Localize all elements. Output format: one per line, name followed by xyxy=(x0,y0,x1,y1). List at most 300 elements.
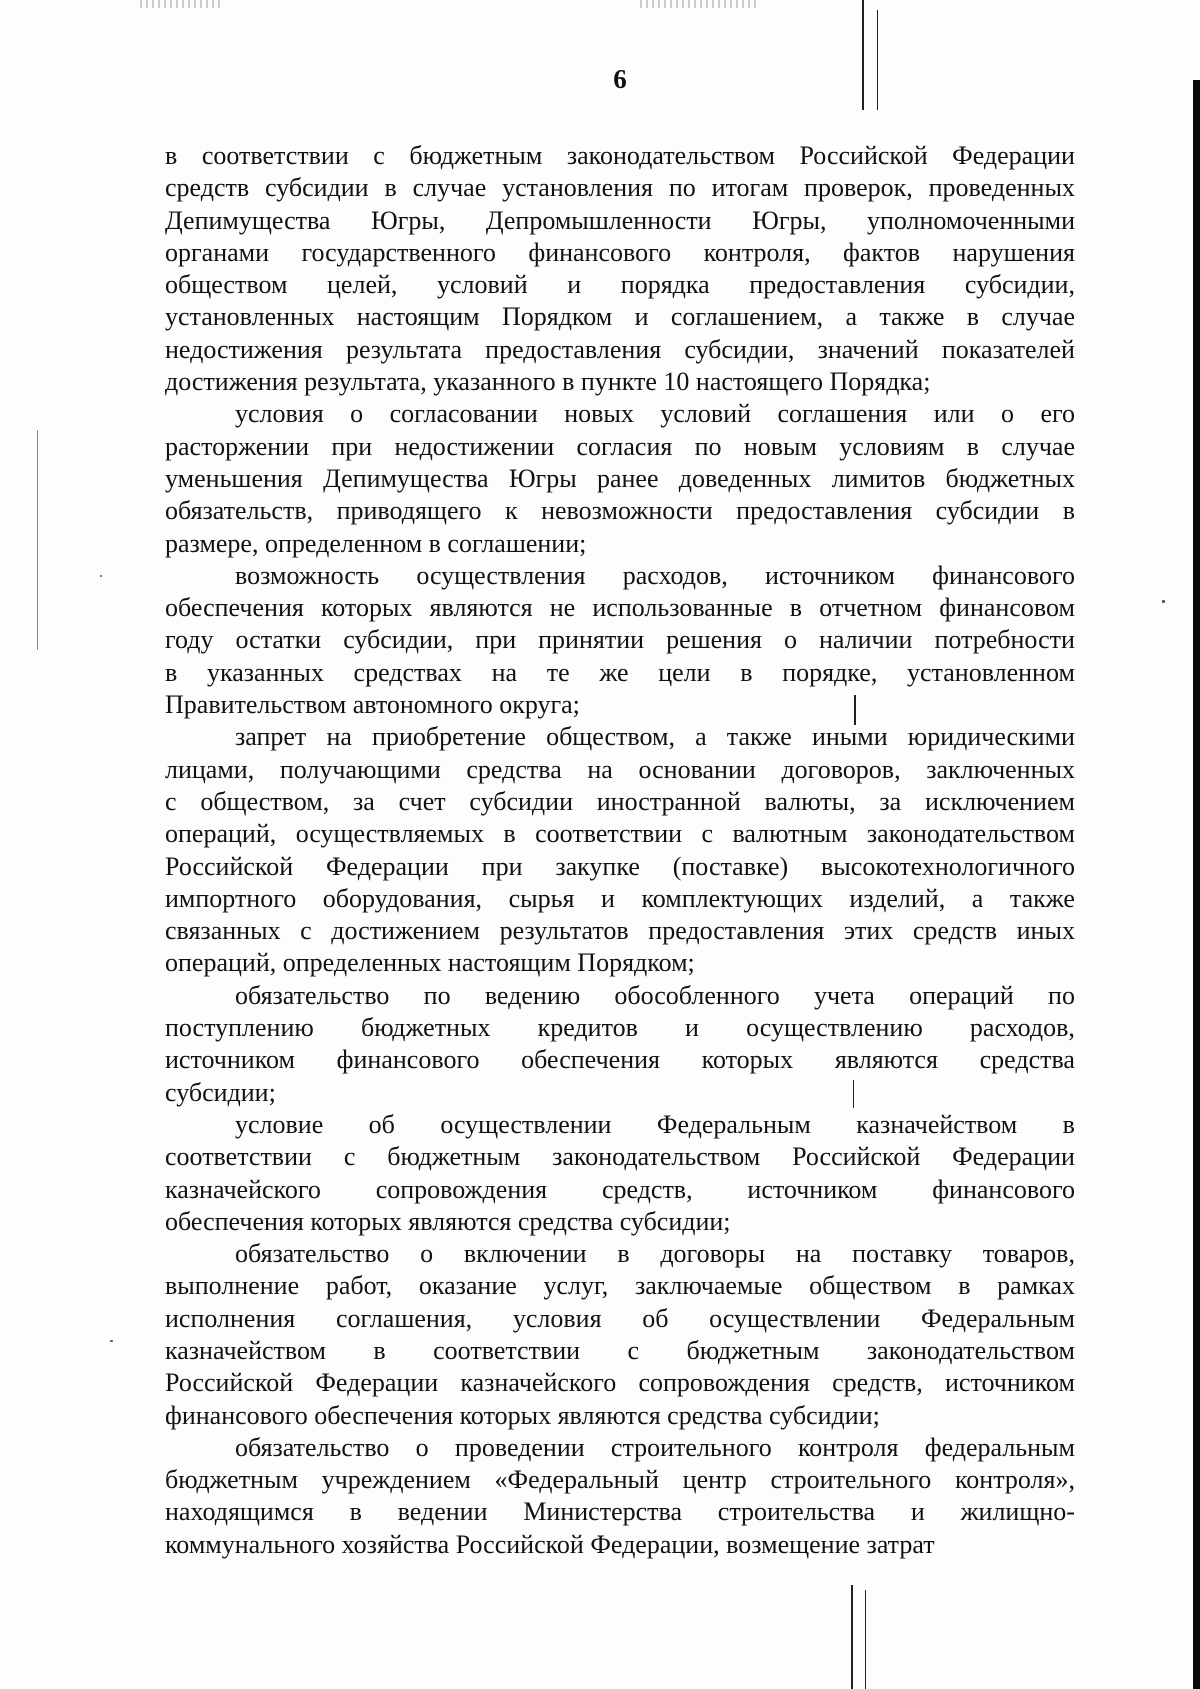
word: государственного xyxy=(301,237,496,267)
word: заключенных xyxy=(926,754,1075,784)
justified-word-row xyxy=(165,205,1075,237)
word: договоры xyxy=(660,1239,766,1269)
word: в xyxy=(958,1271,971,1301)
paragraph-line xyxy=(165,301,1075,333)
word: итогам xyxy=(711,173,789,203)
word: Федеральным xyxy=(656,1109,811,1139)
word: средств xyxy=(165,173,250,203)
word: условия xyxy=(512,1303,602,1333)
word: строительства xyxy=(717,1497,876,1527)
word: иных xyxy=(1016,916,1075,946)
word: соответствии xyxy=(201,141,349,170)
word: невозможности xyxy=(541,496,713,526)
justified-word-row xyxy=(235,560,1075,592)
scan-fold-line-bottom xyxy=(851,1585,853,1689)
paragraph-line xyxy=(165,1303,1075,1335)
paragraph-line xyxy=(165,1044,1075,1076)
paragraph-line xyxy=(165,883,1075,915)
word: бюджетных xyxy=(360,1013,491,1043)
word: новых xyxy=(564,399,634,429)
word: обязательство xyxy=(235,980,390,1010)
justified-word-row xyxy=(235,1432,1075,1464)
word: цели xyxy=(658,657,711,687)
word: источником xyxy=(764,560,895,590)
word: сопровождения xyxy=(375,1174,548,1204)
word: финансового xyxy=(528,237,672,267)
word: финансового xyxy=(932,1174,1075,1204)
word: законодательством xyxy=(866,819,1075,849)
word: средства xyxy=(466,754,562,784)
word: результатов xyxy=(499,916,629,946)
word: учреждением xyxy=(321,1465,471,1495)
word: целей, xyxy=(327,270,398,300)
word: новым xyxy=(743,431,817,461)
word: же xyxy=(599,657,629,687)
word: запрет xyxy=(235,722,307,752)
word: субсидии, xyxy=(684,334,795,364)
word: в xyxy=(349,1497,362,1527)
word: в xyxy=(740,657,753,687)
justified-word-row xyxy=(235,398,1075,430)
word: «Федеральный xyxy=(494,1465,659,1495)
word: осуществлении xyxy=(709,1303,881,1333)
word: осуществляемых xyxy=(295,819,484,849)
word: в xyxy=(165,141,178,170)
word: законодательством xyxy=(552,1142,761,1172)
word: уполномоченными xyxy=(866,205,1075,235)
paragraph-line xyxy=(165,1367,1075,1399)
scan-speck xyxy=(100,575,102,577)
word: Федерации xyxy=(315,1368,439,1398)
justified-word-row xyxy=(165,301,1075,333)
word: осуществлению xyxy=(746,1013,923,1043)
justified-word-row xyxy=(165,495,1075,527)
word: источником xyxy=(747,1174,878,1204)
justified-word-row xyxy=(165,172,1075,204)
word: федеральным xyxy=(924,1432,1075,1462)
word: проведенных xyxy=(928,173,1075,203)
word: результата xyxy=(345,334,462,364)
word: при xyxy=(481,851,523,881)
word: средств, xyxy=(832,1368,923,1398)
paragraph-line: операций, определенных настоящим Порядком; xyxy=(165,948,695,978)
paragraph-line xyxy=(165,1270,1075,1302)
word: условиям xyxy=(839,431,945,461)
word: при xyxy=(475,625,517,655)
word: расходов, xyxy=(969,1013,1075,1043)
word: ведению xyxy=(484,980,581,1010)
word: бюджетным xyxy=(387,1142,521,1172)
word: средствах xyxy=(353,657,462,687)
word: валюты, xyxy=(764,786,856,816)
justified-word-row xyxy=(165,1012,1075,1044)
justified-word-row xyxy=(165,883,1075,915)
word: условие xyxy=(235,1109,324,1139)
word: об xyxy=(368,1109,395,1139)
word: предоставления xyxy=(485,334,662,364)
word: с xyxy=(627,1335,640,1365)
justified-word-row xyxy=(165,851,1075,883)
paragraph-line xyxy=(165,818,1075,850)
word: юридическими xyxy=(907,722,1075,752)
paragraph-line xyxy=(165,915,1075,947)
paragraph-line xyxy=(165,495,1075,527)
word: которых xyxy=(701,1045,794,1075)
word: бюджетным xyxy=(409,141,543,170)
word: приводящего xyxy=(336,496,482,526)
paragraph-line xyxy=(165,1109,1075,1141)
word: бюджетным xyxy=(165,1465,298,1495)
word: субсидии xyxy=(265,173,369,203)
word: высокотехнологичного xyxy=(821,851,1075,881)
word: импортного xyxy=(165,883,297,913)
word: соглашения, xyxy=(335,1303,473,1333)
word: ведении xyxy=(397,1497,488,1527)
word: а xyxy=(845,302,857,332)
paragraph-line xyxy=(165,1238,1075,1270)
scan-noise-top-mid xyxy=(640,0,760,8)
word: субсидии xyxy=(935,496,1040,526)
word: выполнение xyxy=(165,1271,300,1301)
word: по xyxy=(694,431,722,461)
word: источником xyxy=(945,1368,1075,1398)
word: недостижении xyxy=(394,431,555,461)
word: в xyxy=(966,302,979,332)
word: условия xyxy=(235,399,324,429)
word: лимитов xyxy=(831,463,926,493)
word: условий xyxy=(660,399,751,429)
word: оборудования, xyxy=(322,883,483,913)
word: этих xyxy=(843,916,894,946)
word: средств, xyxy=(601,1174,693,1204)
paragraph-line xyxy=(165,1432,1075,1464)
word: настоящим xyxy=(356,302,480,332)
word: о xyxy=(415,1432,429,1462)
word: предоставления xyxy=(648,916,825,946)
word: уменьшения xyxy=(165,463,303,493)
page-number: 6 xyxy=(613,64,627,94)
word: иностранной xyxy=(596,786,741,816)
document-body xyxy=(165,140,1075,1561)
word: предоставления xyxy=(749,270,926,300)
justified-word-row xyxy=(165,237,1075,269)
paragraph-line: Правительством автономного округа; xyxy=(165,690,580,720)
word: обязательство xyxy=(235,1432,390,1462)
word: поставку xyxy=(852,1239,952,1269)
justified-word-row xyxy=(165,1303,1075,1335)
word: центр xyxy=(682,1465,747,1495)
word: законодательством xyxy=(866,1335,1075,1365)
word: в xyxy=(373,1335,386,1365)
word: казначейством xyxy=(165,1335,326,1365)
word: обеспечения xyxy=(165,593,304,623)
justified-word-row xyxy=(165,657,1075,689)
paragraph-line xyxy=(165,140,1075,172)
word: в xyxy=(789,593,803,623)
justified-word-row xyxy=(165,1270,1075,1302)
word: валютным xyxy=(732,819,848,849)
word: установленном xyxy=(907,657,1075,687)
justified-word-row xyxy=(165,818,1075,850)
word: о xyxy=(1000,399,1014,429)
word: Порядком xyxy=(501,302,613,332)
word: связанных xyxy=(165,916,281,946)
word: контроля xyxy=(797,1432,899,1462)
word: возможность xyxy=(235,560,380,590)
word: в xyxy=(617,1239,630,1269)
word: Депимущества xyxy=(323,463,489,493)
word: Югры, xyxy=(370,205,446,235)
word: Министерства xyxy=(523,1497,682,1527)
word: с xyxy=(373,141,385,170)
paragraph-line xyxy=(165,431,1075,463)
word: показателей xyxy=(941,334,1075,364)
word: при xyxy=(331,431,373,461)
word: соответствии xyxy=(535,819,683,849)
word: строительного xyxy=(610,1432,772,1462)
justified-word-row xyxy=(165,431,1075,463)
word: (поставке) xyxy=(672,851,789,881)
justified-word-row xyxy=(165,334,1075,366)
word: по xyxy=(423,980,451,1010)
word: на xyxy=(326,722,352,752)
word: закупке xyxy=(555,851,640,881)
word: значений xyxy=(817,334,919,364)
word: обществом, xyxy=(546,722,675,752)
word: установленных xyxy=(165,302,335,332)
scan-speck xyxy=(110,1340,113,1342)
word: или xyxy=(933,399,975,429)
word: случае xyxy=(1001,302,1075,332)
word: расторжении xyxy=(165,431,310,461)
word: принятии xyxy=(538,625,645,655)
word: исключением xyxy=(925,786,1075,816)
paragraph-line xyxy=(165,786,1075,818)
word: в xyxy=(503,819,516,849)
word: предоставления xyxy=(736,496,913,526)
word: контроля», xyxy=(954,1465,1075,1495)
word: бюджетным xyxy=(686,1335,820,1365)
word: также xyxy=(1009,883,1075,913)
paragraph-line: обеспечения которых являются средства субсидии; xyxy=(165,1206,731,1236)
word: оказание xyxy=(418,1271,517,1301)
word: также xyxy=(726,722,792,752)
word: бюджетных xyxy=(945,463,1075,493)
word: финансового xyxy=(336,1045,480,1075)
word: по xyxy=(668,173,696,203)
paragraph-line xyxy=(165,980,1075,1012)
word: операций xyxy=(909,980,1014,1010)
word: приобретение xyxy=(372,722,526,752)
word: кредитов xyxy=(537,1013,638,1043)
word: комплектующих xyxy=(641,883,823,913)
word: Российской xyxy=(799,141,928,170)
justified-word-row xyxy=(165,463,1075,495)
justified-word-row xyxy=(165,1464,1075,1496)
paragraph-line xyxy=(165,237,1075,269)
word: Югры, xyxy=(752,205,827,235)
word: органами xyxy=(165,237,270,267)
word: которых xyxy=(320,593,413,623)
word: контроля, xyxy=(703,237,811,267)
scan-fold-line-top-2 xyxy=(877,10,878,110)
justified-word-row xyxy=(165,269,1075,301)
paragraph-line: достижения результата, указанного в пункте 10 настоящего Порядка; xyxy=(165,367,931,397)
justified-word-row xyxy=(165,1044,1075,1076)
word: обеспечения xyxy=(521,1045,660,1075)
paragraph-line xyxy=(165,334,1075,366)
justified-word-row xyxy=(165,1141,1075,1173)
word: на xyxy=(491,657,518,687)
word: к xyxy=(504,496,518,526)
word: с xyxy=(701,819,714,849)
word: и xyxy=(685,1013,699,1043)
word: иными xyxy=(811,722,888,752)
word: казначейского xyxy=(460,1368,617,1398)
justified-word-row xyxy=(165,1496,1075,1528)
word: жилищно- xyxy=(960,1497,1075,1527)
word: обязательство xyxy=(235,1239,390,1269)
word: недостижения xyxy=(165,334,323,364)
word: и xyxy=(910,1497,925,1527)
word: а xyxy=(971,883,984,913)
justified-word-row xyxy=(165,1335,1075,1367)
word: с xyxy=(343,1142,356,1172)
word: обществом xyxy=(809,1271,932,1301)
word: не xyxy=(549,593,576,623)
word: находящимся xyxy=(165,1497,314,1527)
word: порядка xyxy=(620,270,710,300)
paragraph-line xyxy=(165,463,1075,495)
word: расходов, xyxy=(622,560,728,590)
word: а xyxy=(695,722,707,752)
word: установления xyxy=(502,173,653,203)
word: достижением xyxy=(331,916,480,946)
word: доведенных xyxy=(678,463,812,493)
paragraph-line xyxy=(165,398,1075,430)
word: согласия xyxy=(576,431,673,461)
word: Российской xyxy=(792,1142,921,1172)
word: субсидии xyxy=(469,786,573,816)
paragraph-line xyxy=(165,1464,1075,1496)
justified-word-row xyxy=(165,915,1075,947)
word: казначейством xyxy=(856,1109,1018,1139)
paragraph-line xyxy=(165,172,1075,204)
word: изделий, xyxy=(849,883,946,913)
paragraph-line xyxy=(165,560,1075,592)
word: получающими xyxy=(279,754,441,784)
justified-word-row xyxy=(165,1174,1075,1206)
scan-binding-edge xyxy=(1193,80,1200,1689)
word: обществом xyxy=(165,270,288,300)
paragraph-line xyxy=(165,1335,1075,1367)
word: его xyxy=(1040,399,1075,429)
word: условий xyxy=(437,270,528,300)
word: Югры xyxy=(508,463,577,493)
word: основании xyxy=(638,754,756,784)
word: Депромышленности xyxy=(485,205,712,235)
word: осуществления xyxy=(416,560,586,590)
word: и xyxy=(634,302,649,332)
word: рамках xyxy=(997,1271,1075,1301)
word: также xyxy=(879,302,945,332)
word: поступлению xyxy=(165,1013,314,1043)
justified-word-row xyxy=(165,624,1075,656)
word: случае xyxy=(1001,431,1075,461)
word: Российской xyxy=(165,851,294,881)
paragraph-line xyxy=(165,851,1075,883)
justified-word-row xyxy=(165,786,1075,818)
word: ранее xyxy=(596,463,659,493)
scan-fold-line-bottom-2 xyxy=(865,1590,866,1689)
word: в xyxy=(384,173,397,203)
word: Депимущества xyxy=(165,205,331,235)
word: строительного xyxy=(770,1465,932,1495)
justified-word-row xyxy=(235,980,1075,1012)
paragraph-line xyxy=(165,721,1075,753)
word: обществом, xyxy=(200,786,330,816)
word: году xyxy=(165,625,214,655)
word: Федерации xyxy=(952,1142,1075,1172)
word: соглашения xyxy=(777,399,908,429)
word: счет xyxy=(398,786,446,816)
word: Федерации xyxy=(326,851,449,881)
word: в xyxy=(1062,496,1075,526)
word: на xyxy=(795,1239,822,1269)
word: использованные xyxy=(592,593,773,623)
word: исполнения xyxy=(165,1303,296,1333)
word: осуществлении xyxy=(440,1109,612,1139)
scan-speck xyxy=(1162,600,1165,603)
word: согласовании xyxy=(389,399,538,429)
word: законодательством xyxy=(566,141,775,170)
word: потребности xyxy=(934,625,1075,655)
paragraph-line: коммунального хозяйства Российской Федерации, возмещение затрат xyxy=(165,1529,935,1559)
paragraph-line: финансового обеспечения которых являются средства субсидии; xyxy=(165,1400,880,1430)
word: фактов xyxy=(843,237,921,267)
word: по xyxy=(1048,980,1075,1010)
justified-word-row xyxy=(235,1238,1075,1270)
word: случае xyxy=(412,173,487,203)
word: те xyxy=(546,657,570,687)
word: источником xyxy=(165,1045,295,1075)
word: операций, xyxy=(165,819,277,849)
word: соответствии xyxy=(165,1142,312,1172)
word: субсидии, xyxy=(964,270,1075,300)
word: средств xyxy=(912,916,998,946)
word: решения xyxy=(666,625,762,655)
word: Федерации xyxy=(952,141,1075,170)
word: договоров, xyxy=(781,754,901,784)
paragraph-line xyxy=(165,1012,1075,1044)
paragraph-line xyxy=(165,754,1075,786)
word: за xyxy=(879,786,902,816)
word: о xyxy=(350,399,364,429)
word: о xyxy=(420,1239,434,1269)
word: нарушения xyxy=(952,237,1075,267)
paragraph-line xyxy=(165,1174,1075,1206)
word: казначейского xyxy=(165,1174,321,1204)
word: указанных xyxy=(206,657,324,687)
word: Российской xyxy=(165,1368,294,1398)
word: и xyxy=(567,270,582,300)
word: заключаемые xyxy=(634,1271,783,1301)
justified-word-row xyxy=(235,1109,1075,1141)
word: являются xyxy=(834,1045,938,1075)
word: соответствии xyxy=(433,1335,581,1365)
word: об xyxy=(642,1303,669,1333)
scan-noise-top-left xyxy=(140,0,220,8)
